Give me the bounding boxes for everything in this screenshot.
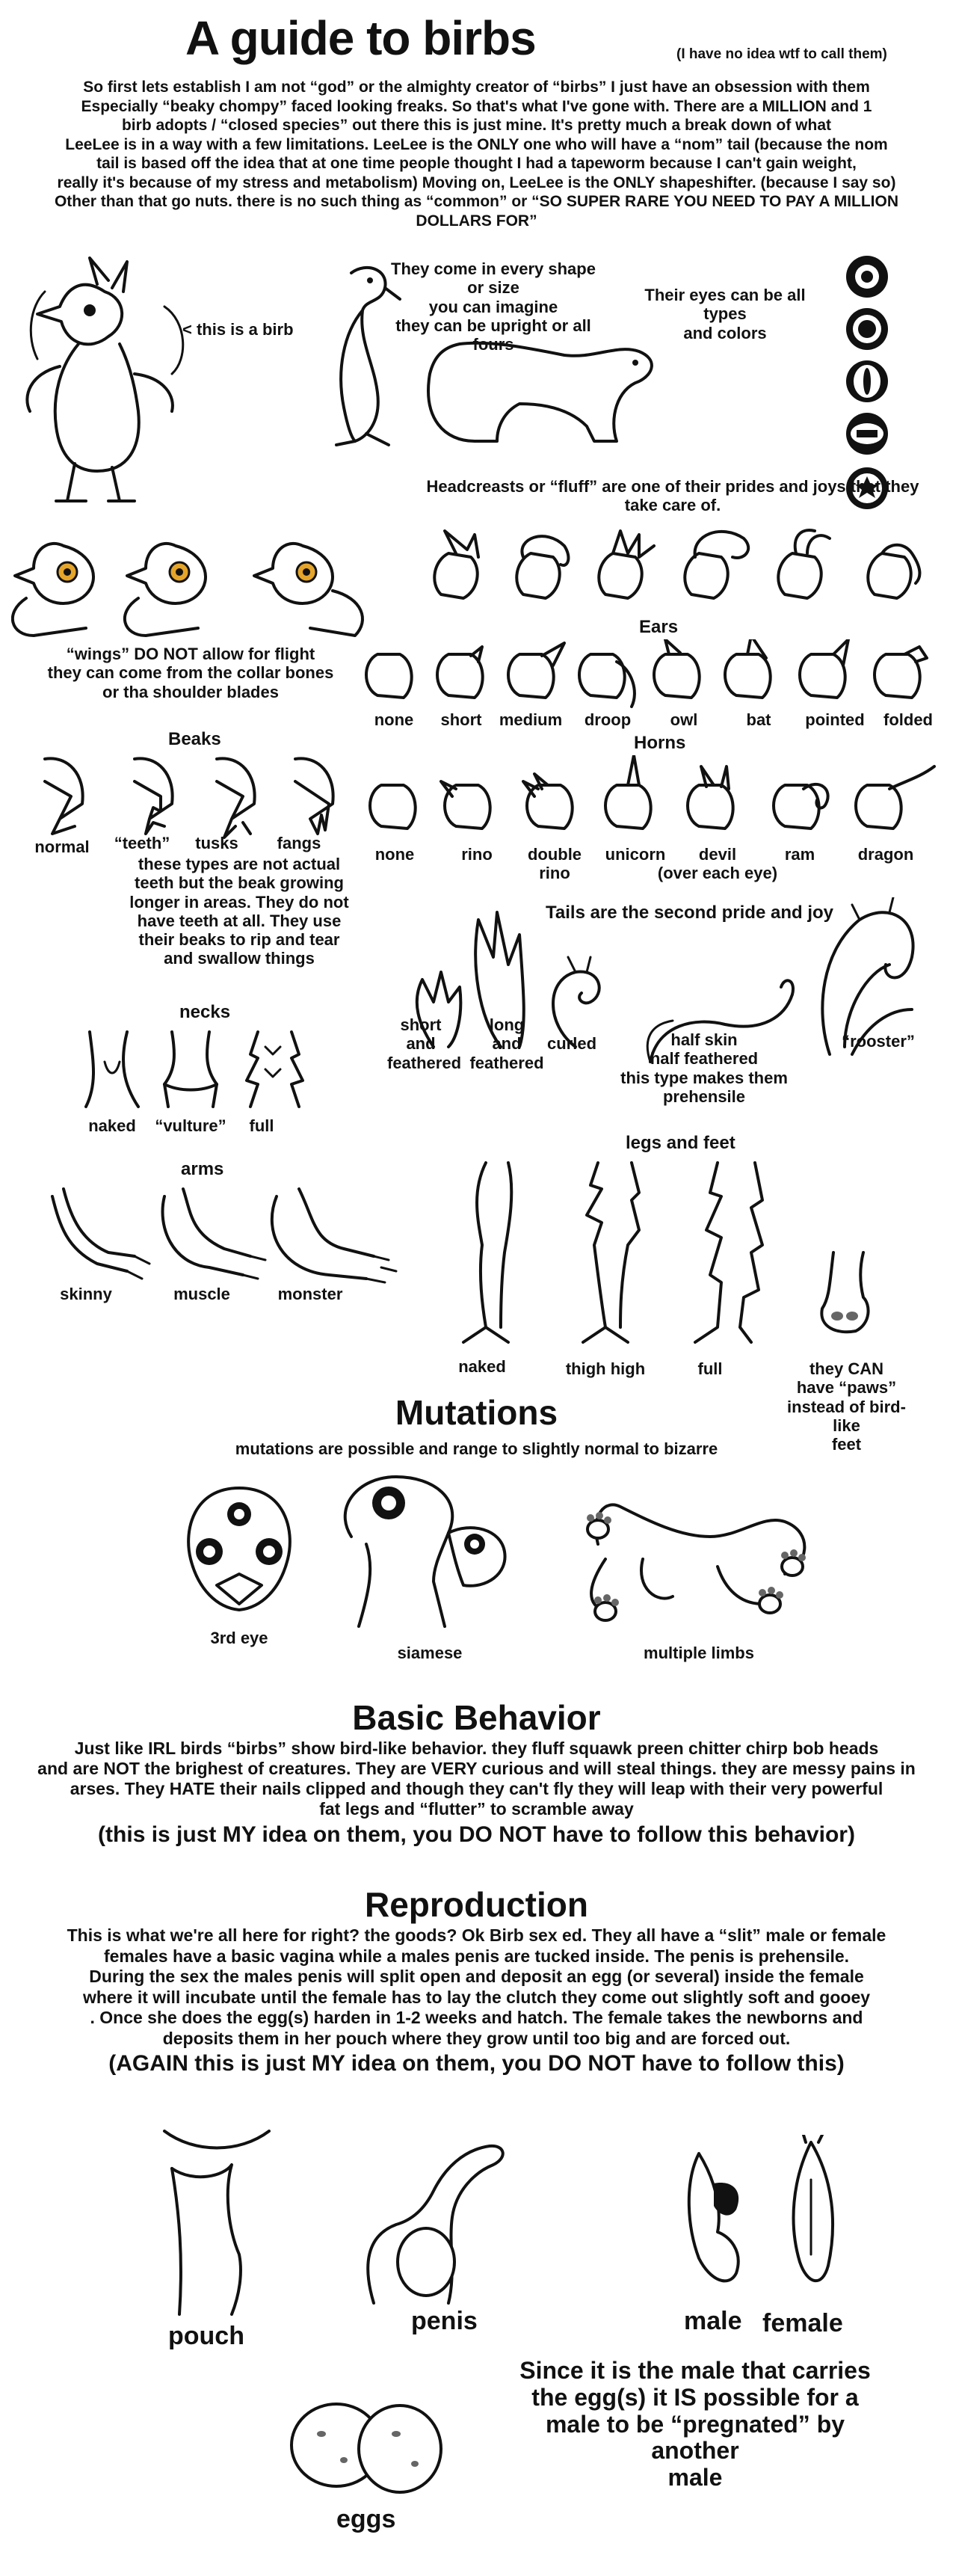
- tail-rooster: [822, 897, 913, 1054]
- tail-curled: [553, 957, 599, 1047]
- ear-label-droop: droop: [584, 710, 632, 729]
- reproduction-line: This is what we're all here for right? the goods? Ok Birb sex ed. They all have a “slit” male or female: [67, 1925, 886, 1945]
- intro-line: birb adopts / “closed species” out there this is just mine. It's pretty much a break down of what: [121, 117, 831, 134]
- neck-naked: [86, 1032, 138, 1107]
- paw-print-icon: [781, 1549, 806, 1576]
- horn-dragon-head: [856, 766, 934, 829]
- necks-title: necks: [179, 1002, 231, 1022]
- ear-label-short: short: [440, 710, 482, 729]
- arm-label-skinny: skinny: [60, 1285, 112, 1303]
- fluff-head-3: [599, 531, 654, 598]
- arms-title: arms: [181, 1159, 224, 1179]
- horn-ram-head: [774, 784, 828, 829]
- behavior-heading: Basic Behavior: [352, 1698, 601, 1737]
- fluff-head-6: [868, 545, 919, 598]
- reproduction-line: females have a basic vagina while a males penis are tucked inside. The penis is prehensile.: [103, 1946, 850, 1966]
- ear-owl-head: [654, 639, 700, 698]
- paw-print-icon: [587, 1512, 611, 1538]
- mutation-label-siamese: siamese: [397, 1644, 463, 1662]
- arm-label-monster: monster: [277, 1285, 343, 1303]
- ear-label-pointed: pointed: [805, 710, 865, 729]
- mutation-third-eye-illustration: [172, 1477, 306, 1619]
- intro-line: So first lets establish I am not “god” or the almighty creator of “birbs” I just have an obsession with them: [83, 79, 870, 96]
- intro-line: really it's because of my stress and metabolism) Moving on, LeeLee is the ONLY shapeshifter. (because I say so): [57, 173, 896, 191]
- fluff-head-5: [778, 530, 830, 598]
- beaks-illustrations: [30, 751, 366, 841]
- quadruped-birb-illustration: [415, 329, 661, 449]
- leg-label-full: full: [697, 1359, 723, 1378]
- arm-label-muscle: muscle: [173, 1285, 230, 1303]
- male-slit-illustration: [676, 2139, 751, 2296]
- leg-thigh-high: [583, 1163, 639, 1342]
- ears-title: Ears: [639, 617, 679, 637]
- fluff-head-1: [434, 531, 478, 598]
- label-eggs: eggs: [336, 2505, 396, 2533]
- reproduction-disclaimer: (AGAIN this is just MY idea on them, you DO NOT have to follow this): [108, 2051, 845, 2076]
- beak-label-fangs: fangs: [277, 834, 321, 852]
- reproduction-line: where it will incubate until the female has to lay the clutch they come out slightly soft and gooey: [82, 1987, 871, 2007]
- leg-label-thigh-high: thigh high: [565, 1359, 646, 1378]
- mutations-subtitle: mutations are possible and range to slightly normal to bizarre: [235, 1439, 718, 1458]
- label-male: male: [684, 2307, 742, 2335]
- intro-line: tail is based off the idea that at one time people thought I had a tapeworm because I can't gain weight,: [96, 155, 857, 172]
- fluff-head-4: [685, 532, 748, 598]
- horn-devil-head: [688, 766, 733, 829]
- reproduction-text: [11, 1925, 942, 2049]
- reproduction-line: . Once she does the egg(s) harden in 1-2 weeks and hatch. The female takes the newborns and: [90, 2008, 863, 2027]
- beak-label-tusks: tusks: [195, 834, 238, 852]
- ear-medium-head: [508, 643, 564, 698]
- siamese-eye-icon: [372, 1487, 405, 1519]
- mutation-label-third-eye: 3rd eye: [210, 1629, 268, 1647]
- label-pouch: pouch: [168, 2322, 244, 2350]
- ear-label-owl: owl: [670, 710, 698, 729]
- neck-label-full: full: [249, 1116, 274, 1135]
- behavior-line: Just like IRL birds “birbs” show bird-like behavior. they fluff squawk preen chitter chirp bob heads: [74, 1739, 879, 1758]
- beak-label-teeth: “teeth”: [114, 834, 170, 852]
- this-is-birb-label: < this is a birb: [182, 320, 294, 339]
- ear-short-head: [437, 647, 483, 698]
- tail-label-long: long and feathered: [469, 1015, 544, 1072]
- wings-illustration: [11, 516, 370, 643]
- ear-none-head: [366, 654, 412, 698]
- leg-naked: [463, 1163, 511, 1342]
- horn-label-devil: devil (over each eye): [657, 845, 778, 883]
- ear-label-none: none: [374, 710, 414, 729]
- tail-label-curled: curled: [546, 1034, 597, 1053]
- mutation-label-multiple-limbs: multiple limbs: [644, 1644, 754, 1662]
- horn-unicorn-head: [605, 755, 651, 829]
- arms-illustrations: [37, 1181, 404, 1286]
- legs-title: legs and feet: [626, 1133, 735, 1153]
- headcrest-note: Headcreasts or “fluff” are one of their prides and joys that they take care of.: [426, 477, 919, 515]
- eye-round-icon: [846, 256, 888, 298]
- necks-illustrations: [75, 1024, 321, 1114]
- right-eye-icon: [256, 1538, 283, 1565]
- fluff-head-2: [516, 536, 568, 598]
- behavior-disclaimer: (this is just MY idea on them, you DO NOT have to follow this behavior): [98, 1822, 855, 1847]
- horn-label-none: none: [374, 845, 415, 864]
- page-title: A guide to birbs: [185, 11, 536, 65]
- horn-label-double-rino: double rino: [527, 845, 582, 883]
- beak-normal: [45, 758, 83, 834]
- beaks-note: these types are not actual teeth but the beak growing longer in areas. They do not have teeth at all. They use their beaks to rip and tear and swallow things: [129, 855, 349, 968]
- horn-label-rino: rino: [461, 845, 493, 864]
- paw-print-icon: [759, 1587, 783, 1613]
- legs-illustrations: [448, 1155, 927, 1357]
- eye-slit-icon: [846, 360, 888, 402]
- arm-skinny: [52, 1189, 149, 1279]
- horn-rino-head: [441, 781, 490, 829]
- beak-fangs: [295, 758, 333, 834]
- behavior-text: [11, 1739, 942, 1819]
- intro-text: [30, 78, 923, 230]
- penis-illustration: [351, 2131, 523, 2311]
- horn-none-head: [370, 785, 416, 829]
- horn-double-rino-head: [523, 774, 573, 829]
- ear-folded-head: [875, 647, 927, 698]
- horn-label-unicorn: unicorn: [605, 845, 666, 864]
- behavior-line: and are NOT the brighest of creatures. They are VERY curious and will steal things. they are messy pains in: [37, 1759, 916, 1778]
- beak-teeth: [135, 758, 173, 834]
- tail-label-rooster: “rooster”: [842, 1032, 915, 1051]
- reproduction-heading: Reproduction: [365, 1885, 588, 1924]
- neck-full: [247, 1032, 303, 1107]
- leg-label-naked: naked: [458, 1357, 506, 1376]
- shapes-note: They come in every shape or size you can imagine they can be upright or all fours: [391, 259, 596, 354]
- horn-label-ram: ram: [784, 845, 815, 864]
- leg-paw: [821, 1252, 868, 1332]
- intro-line: Especially “beaky chompy” faced looking freaks. So that's what I've gone with. There are a MILLION and 1: [81, 97, 872, 115]
- headcrest-illustrations: [419, 523, 934, 621]
- tail-label-half-skin: half skin half feathered this type makes them prehensile: [620, 1030, 788, 1106]
- siamese-second-eye-icon: [464, 1534, 485, 1555]
- leg-full: [695, 1163, 762, 1342]
- birb-illustration: [15, 247, 194, 508]
- mutation-multiple-limbs-illustration: [538, 1484, 830, 1634]
- neck-label-naked: naked: [88, 1116, 136, 1135]
- beaks-title: Beaks: [168, 729, 221, 749]
- label-female: female: [762, 2309, 843, 2337]
- ear-label-folded: folded: [883, 710, 933, 729]
- neck-vulture: [164, 1032, 217, 1107]
- intro-line: Other than that go nuts. there is no such thing as “common” or “SO SUPER RARE YOU NEED TO PAY A MILLION DOLLARS FOR”: [54, 193, 899, 230]
- label-penis: penis: [411, 2307, 478, 2335]
- third-eye-icon: [227, 1502, 251, 1526]
- beak-tusks: [217, 758, 255, 837]
- eye-ring-icon: [846, 308, 888, 350]
- intro-line: LeeLee is in a way with a few limitations. LeeLee is the ONLY one who will have a “nom” tail (because the nom: [65, 135, 888, 153]
- arm-muscle: [163, 1189, 266, 1279]
- behavior-line: arses. They HATE their nails clipped and though they can't fly they will leap with their very powerful: [70, 1779, 883, 1798]
- ears-illustrations: [359, 639, 942, 710]
- arm-monster: [272, 1189, 396, 1282]
- male-note: Since it is the male that carries the egg(s) it IS possible for a male to be “pregnated” by another male: [519, 2357, 871, 2492]
- tails-title: Tails are the second pride and joy: [546, 903, 833, 923]
- mutations-heading: Mutations: [395, 1393, 558, 1432]
- paw-print-icon: [594, 1594, 619, 1620]
- tail-label-short: short and feathered: [387, 1015, 462, 1072]
- pouch-illustration: [149, 2124, 299, 2318]
- ear-droop-head: [579, 654, 635, 707]
- ear-pointed-head: [800, 639, 848, 698]
- female-slit-illustration: [777, 2135, 845, 2299]
- horn-label-dragon: dragon: [857, 845, 914, 864]
- neck-label-vulture: “vulture”: [155, 1116, 226, 1135]
- paws-note: they CAN have “paws” instead of bird-like feet: [787, 1359, 906, 1454]
- horns-illustrations: [363, 755, 938, 845]
- wings-note: “wings” DO NOT allow for flight they can come from the collar bones or tha shoulder blades: [47, 645, 334, 701]
- reproduction-line: deposits them in her pouch where they grow until too big and are forced out.: [162, 2028, 791, 2048]
- behavior-line: fat legs and “flutter” to scramble away: [319, 1799, 634, 1819]
- beak-label-normal: normal: [34, 837, 90, 856]
- eye-goat-icon: [846, 413, 888, 455]
- left-eye-icon: [196, 1538, 223, 1565]
- reproduction-line: During the sex the males penis will split open and deposit an egg (or several) inside the female: [89, 1967, 864, 1986]
- horns-title: Horns: [634, 733, 686, 753]
- page-subtitle: (I have no idea wtf to call them): [676, 46, 887, 62]
- ear-label-bat: bat: [746, 710, 771, 729]
- eggs-illustration: [284, 2389, 448, 2501]
- ear-label-medium: medium: [499, 710, 563, 729]
- eyes-note: Their eyes can be all types and colors: [644, 286, 806, 342]
- ear-bat-head: [725, 639, 771, 698]
- mutation-siamese-illustration: [321, 1462, 531, 1634]
